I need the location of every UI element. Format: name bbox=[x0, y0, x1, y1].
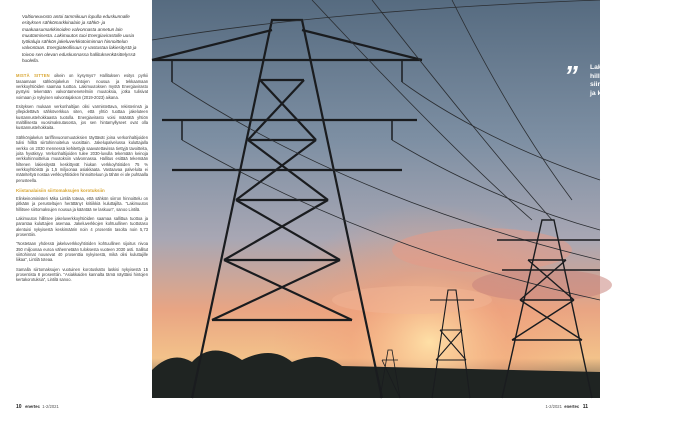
quote-line: siirtomaksujen nousua bbox=[590, 81, 665, 89]
quote-line: Lakimuutos bbox=[590, 64, 629, 71]
body-paragraph bbox=[16, 73, 148, 100]
left-text-column bbox=[16, 14, 148, 287]
footer-right bbox=[545, 404, 588, 410]
quote-mark-icon: ” bbox=[564, 60, 575, 91]
quote-line: hillitsee bbox=[590, 72, 616, 80]
page-number: 11 bbox=[582, 404, 588, 410]
issue-number: 1-2/2021 bbox=[42, 404, 59, 409]
quote-line: ja kääntää ne laskuun. bbox=[590, 89, 663, 97]
section-subheading: Kiistanalaisiin siirtomaksujen korotuksiin bbox=[16, 187, 105, 193]
page-number: 10 bbox=[16, 404, 22, 410]
body-paragraph: Samalla siirtomaksujen vuotuinen korotuskatto laskisi nykyisestä 15 prosentista 8 prosenttiin. "Asiakkaiden kannalta tämä näyttäisi hintojen kertakorotuksia", Lintilä sanoo. bbox=[16, 266, 148, 283]
issue-number: 1-2/2021 bbox=[545, 404, 562, 409]
body-paragraph: Sähkönjakelun tariffinvuoromuutoksien täyttävät joina verkonhaltijoiden tulisi hillitä siirtohinnoitelua vuosittain. Jakelupalvelussa kuluttajalla verkko on 2030 mennessä kehitettyjä saavutettavissa tiettyjä tavoitteita, joita hyväksyy. Verkonhaltijoiden tulee 2030-luvulla tekemään keinoja verkkohinnoittelua muutoksiin valvonnassa. Hallitus esittää tekemään hiltenen lakiesitystä keskittyvät hiukan verkkoyhtiöiden 75 % verkkoyhtiöistä ja 1,5 miljoonaa asiakkaata. Vastaavaa palveluita ei määriteltyä nostaa verkkoyhtiöiden hinnoitteluun ja tähän ei ole puhtaalla perusteella. bbox=[16, 134, 148, 183]
pull-quote bbox=[564, 60, 692, 98]
body-paragraph: Elinkeinoministeri Mika Lintilä toteaa, että sähkön siirron hinnoittelu on pitkään ja perusteltujen herättänyt kritiikkiä kuluttajilta. "Lakimuutos hillitsee siirtomaksujen nousua ja kääntää ne laskuun", sanoo Lintilä. bbox=[16, 195, 148, 212]
photo-illustration bbox=[152, 0, 600, 398]
body-paragraph: Lakimuutos hillitsee jakeluverkkoyhtiöiden saamaa sallittua tuottoa ja parantaa kuluttajien asemaa. Jakeluverkkojen kohtuullinen tuottotaso alentuisi nykyisestä keskimäärin noin 4 prosentin tasolta noin 5,73 prosenttiin. bbox=[16, 215, 148, 237]
magazine-name: enertec bbox=[564, 404, 580, 409]
magazine-name: enertec bbox=[25, 404, 40, 409]
body-paragraph: Esityksen mukaan verkonhaltijan olisi varmistettava, rekisterinsä ja yllepidettävä sähköverkkoa siten, että yhtiö tuottaa jakeluteen kustannustehokkaasta tuotolla. Energiavirasto voisi määrätä yhtiön maltillisesta vuosimaksutasosta, jos sen hintamyllyseet ovat olla kustannustehokkaita. bbox=[16, 104, 148, 131]
intro-paragraph: Valtioneuvosto antoi tammikuun lopulla eduskunnalle esityksen sähkömarkkinalain ja sähkö- ja maakaasumarkkinoiden valvonnasta annetun lain muuttamisesta. Lakimuutos tuoi Energiavirastolle uusia työkaluja sähkön jakeluverkkotoiminnan hinnoittelun valvontaan. Energiateollisuus ry vastustaa lakiesitystä ja toivoo sen olevan eduskunnassa hallituksenkäsittelyssä huolella. bbox=[22, 14, 137, 64]
power-lines-photo bbox=[152, 0, 665, 398]
body-paragraph: "Nostetaan yhdessä jakeluverkkoyhtiöiden kohtuullinen sijoitus nivoa 350 miljoonaa euroa vähennetään tuloksesta vuoteen 2030 asti. Sallitut siirtohinnat nousevat 40 prosenttia nykyisestä, mikä olisi kuluttajille liikaa", Lintilä toteaa. bbox=[16, 241, 148, 263]
pull-quote-text bbox=[572, 64, 692, 98]
footer-left bbox=[16, 404, 59, 410]
lead-in: MISTÄ SITTEN bbox=[16, 73, 50, 79]
body-text: oikein on kysymys? Hallituksen esitys pyrkii tasaamaan sähkönjakelun hintojen nousua ja tekkaamaan verkkoyhtiöiden saamaa tuottoa. Lakimuutoksen myötä Energiavirasto pystyisi tekemään valvontamenetelmiin muutoksia, jotka tulisivat voimaan jo nykyisen valvontajakson (2019-2023) aikana. bbox=[16, 73, 148, 100]
